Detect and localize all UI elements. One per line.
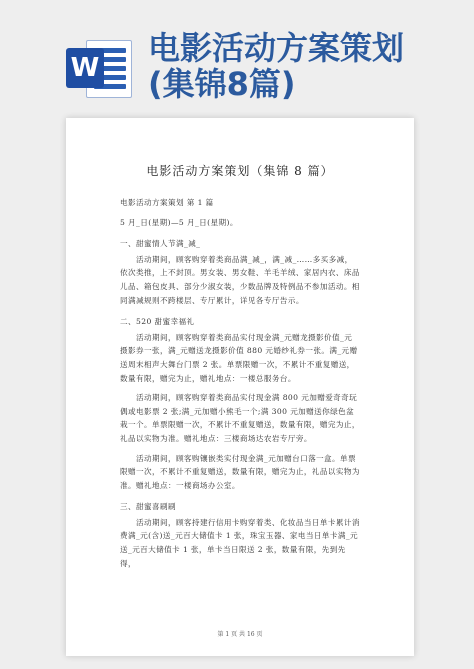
banner-title-line1: 电影活动方案策划: [148, 29, 405, 67]
document-body: [120, 196, 360, 570]
document-title: 电影活动方案策划（集锦 8 篇）: [146, 164, 334, 178]
paragraph: 活动期间，顾客购穿着类商品实付现金满 800 元加赠爱奇奇玩偶或电影票 2 张;满_元加赠小熊毛一个;满 300 元加赠送你绿色盆栽一个。单票限赠一次，不累计不重复赠送，数量有限，赠完为止，礼品以实物为准。赠礼地点：三楼商场达农岩专厅旁。: [120, 393, 360, 443]
section-heading: 电影活动方案策划 第 1 篇: [120, 198, 214, 207]
section-heading: 一、甜蜜情人节满_减_: [120, 239, 201, 249]
paragraph: 活动期间，顾客购镶嵌类实付现金满_元加赠台口落一盒。单票限赠一次，不累计不重复赠送，数量有限，赠完为止，礼品以实物为准。赠礼地点：一楼商场办公室。: [120, 453, 360, 490]
paragraph: 活动期间，顾客购穿着类商品满_减_，满_减_……多买多减，依次类推，上不封顶。男女装、男女鞋、羊毛羊绒、家居内衣、床品儿品、箱包皮具、部分少淑女装，少数品牌及特例品不参加活动。相同满减规则不跨楼层、专厅累计，详见各专厅告示。: [120, 254, 360, 305]
page-footer: 第 1 页 共 16 页: [217, 631, 263, 638]
paragraph: 5 月_日(星期)—5 月_日(星期)。: [120, 217, 238, 227]
banner-title: [148, 30, 468, 102]
section-heading: 二、520 甜蜜幸福礼: [120, 317, 195, 327]
paragraph: 活动期间，顾客持建行信用卡购穿着类、化妆品当日单卡累计消费满_元(含)送_元百大储值卡 1 张，珠宝玉器、家电当日单卡满_元送_元百大储值卡 1 张，单卡当日限送 2 张，数量有限，先到先得，: [120, 517, 360, 568]
document-page: [66, 118, 414, 656]
banner-title-line2: (集锦8篇): [148, 65, 296, 103]
section-heading: 三、甜蜜喜刷刷: [120, 502, 176, 512]
word-letter-badge: W: [66, 48, 104, 88]
paragraph: 活动期间，顾客购穿着类商品实付现金满_元赠龙摄影价值_元摄影券一张，满_元赠送龙摄影价值 880 元婚纱礼券一张。满_元赠送周末相声大舞台门票 2 张。单票限赠一次，不累计不重复赠送，数量有限，赠完为止，赠礼地点：一楼总服务台。: [120, 332, 358, 383]
word-document-icon: [64, 34, 134, 100]
